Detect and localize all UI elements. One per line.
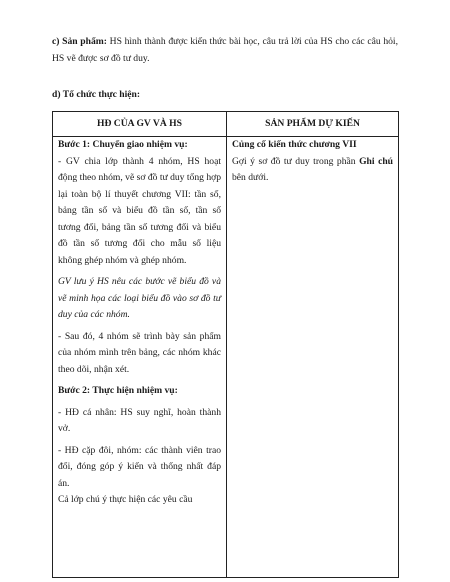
- left-cell: [53, 137, 227, 578]
- section-d-label: d) Tổ chức thực hiện:: [52, 89, 141, 100]
- right-hint-text-1: Gợi ý sơ đồ tư duy trong phần: [232, 155, 360, 167]
- table-body-row: [53, 137, 399, 578]
- right-cell: [227, 137, 399, 578]
- right-hint: [232, 154, 393, 187]
- step2-paragraph-2: - HĐ cặp đôi, nhóm: các thành viên trao đổi, đóng góp ý kiến và thống nhất đáp án.: [58, 444, 221, 489]
- step2-title: Bước 2: Thực hiện nhiệm vụ:: [58, 385, 178, 396]
- right-hint-bold: Ghi chú: [359, 155, 393, 167]
- step1-title: Bước 1: Chuyển giao nhiệm vụ:: [58, 139, 188, 150]
- section-c-label: c) Sản phẩm:: [52, 36, 107, 47]
- activity-table: [52, 111, 399, 578]
- table-header-row: [53, 112, 399, 137]
- step1-paragraph-2: - Sau đó, 4 nhóm sẽ trình bày sản phẩm của nhóm mình trên bảng, các nhóm khác theo dõi, nhận xét.: [58, 330, 221, 375]
- right-hint-text-2: bên dưới.: [232, 172, 269, 183]
- header-expected-product: SẢN PHẨM DỰ KIẾN: [227, 112, 399, 137]
- step2-paragraph-3: Cả lớp chú ý thực hiện các yêu cầu: [58, 494, 193, 505]
- step2-paragraph-1: - HĐ cá nhân: HS suy nghĩ, hoàn thành vở.: [58, 406, 221, 434]
- step1-note: GV lưu ý HS nêu các bước vẽ biểu đồ và vẽ minh họa các loại biểu đồ vào sơ đồ tư duy của các nhóm.: [58, 276, 221, 320]
- section-c-text: HS hình thành được kiến thức bài học, câu trả lời của HS cho các câu hỏi, HS vẽ được sơ đồ tư duy.: [52, 36, 399, 64]
- right-title: Củng cố kiến thức chương VII: [232, 139, 357, 150]
- section-d-heading: [52, 87, 398, 104]
- section-c-paragraph: [52, 34, 398, 67]
- header-teacher-student: HĐ CỦA GV VÀ HS: [53, 112, 227, 137]
- step1-paragraph-1: - GV chia lớp thành 4 nhóm, HS hoạt động theo nhóm, vẽ sơ đồ tư duy tổng hợp lại toàn bộ lí thuyết chương VII: tần số, bảng tần số và biểu đồ tần số, tần số tương đối, bảng tần số tương đối và biểu đồ tần số tương đối cho mẫu số liệu không ghép nhóm và ghép nhóm.: [58, 155, 221, 266]
